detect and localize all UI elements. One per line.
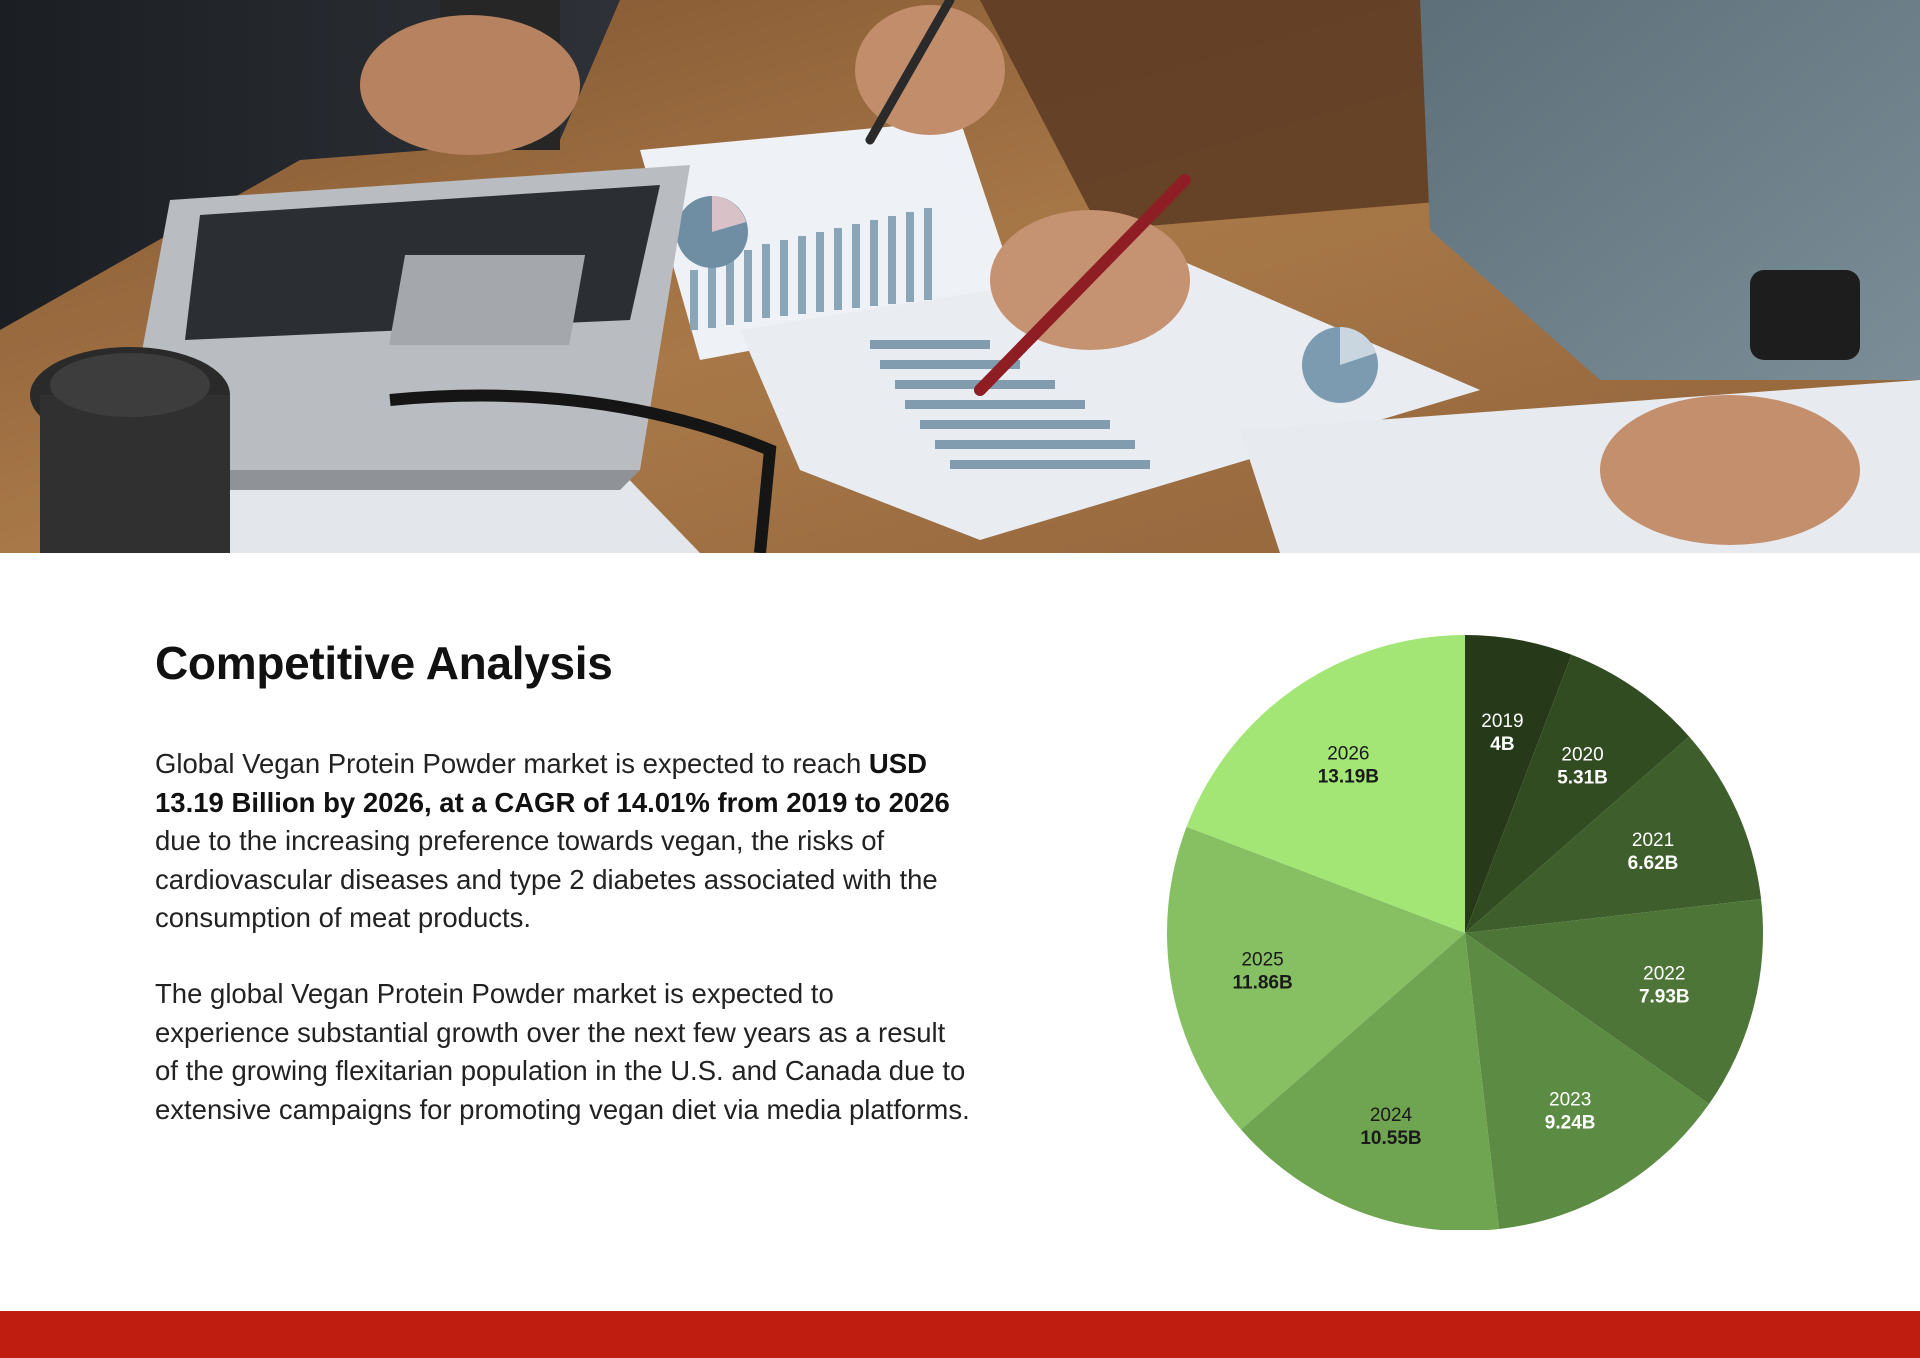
intro-paragraph <box>155 745 975 938</box>
intro-highlight: USD 13.19 Billion by 2026, at a CAGR of 14.01% from 2019 to 2026 <box>155 748 950 818</box>
pie-label-value-2022: 7.93B <box>1638 986 1690 1008</box>
footer-bar <box>0 1311 1920 1358</box>
pie-label-value-2019: 4B <box>1490 733 1515 755</box>
pie-label-value-2026: 13.19B <box>1317 766 1380 788</box>
pie-label-value-2025: 11.86B <box>1232 972 1293 994</box>
growth-paragraph: The global Vegan Protein Powder market is expected to experience substantial growth over the next few years as a result of the growing flexitarian population in the U.S. and Canada due to extensive campaigns for promoting vegan diet via media platforms. <box>155 978 970 1125</box>
pie-slices <box>1167 635 1763 1230</box>
pie-label-value-2023: 9.24B <box>1544 1112 1596 1134</box>
pie-label-year-2023: 2023 <box>1549 1089 1592 1111</box>
intro-tail: due to the increasing preference towards vegan, the risks of cardiovascular diseases and type 2 diabetes associated with the consumption of meat products. <box>155 825 938 933</box>
intro-lead: Global Vegan Protein Powder market is expected to reach <box>155 748 869 779</box>
pie-label-year-2025: 2025 <box>1241 949 1284 971</box>
pie-label-value-2024: 10.55B <box>1360 1127 1422 1149</box>
pie-label-year-2019: 2019 <box>1481 710 1524 732</box>
hero-photo <box>0 0 1920 553</box>
page-title: Competitive Analysis <box>155 637 613 689</box>
pie-label-value-2021: 6.62B <box>1627 852 1679 874</box>
pie-label-year-2021: 2021 <box>1631 829 1675 851</box>
pie-label-value-2020: 5.31B <box>1557 767 1608 789</box>
pie-label-year-2022: 2022 <box>1643 963 1686 985</box>
pie-label-year-2026: 2026 <box>1327 743 1370 765</box>
pie-chart-svg <box>1160 630 1780 1230</box>
pie-label-year-2024: 2024 <box>1369 1104 1413 1126</box>
pie-label-year-2020: 2020 <box>1561 744 1604 766</box>
market-size-pie-chart <box>1160 630 1780 1230</box>
